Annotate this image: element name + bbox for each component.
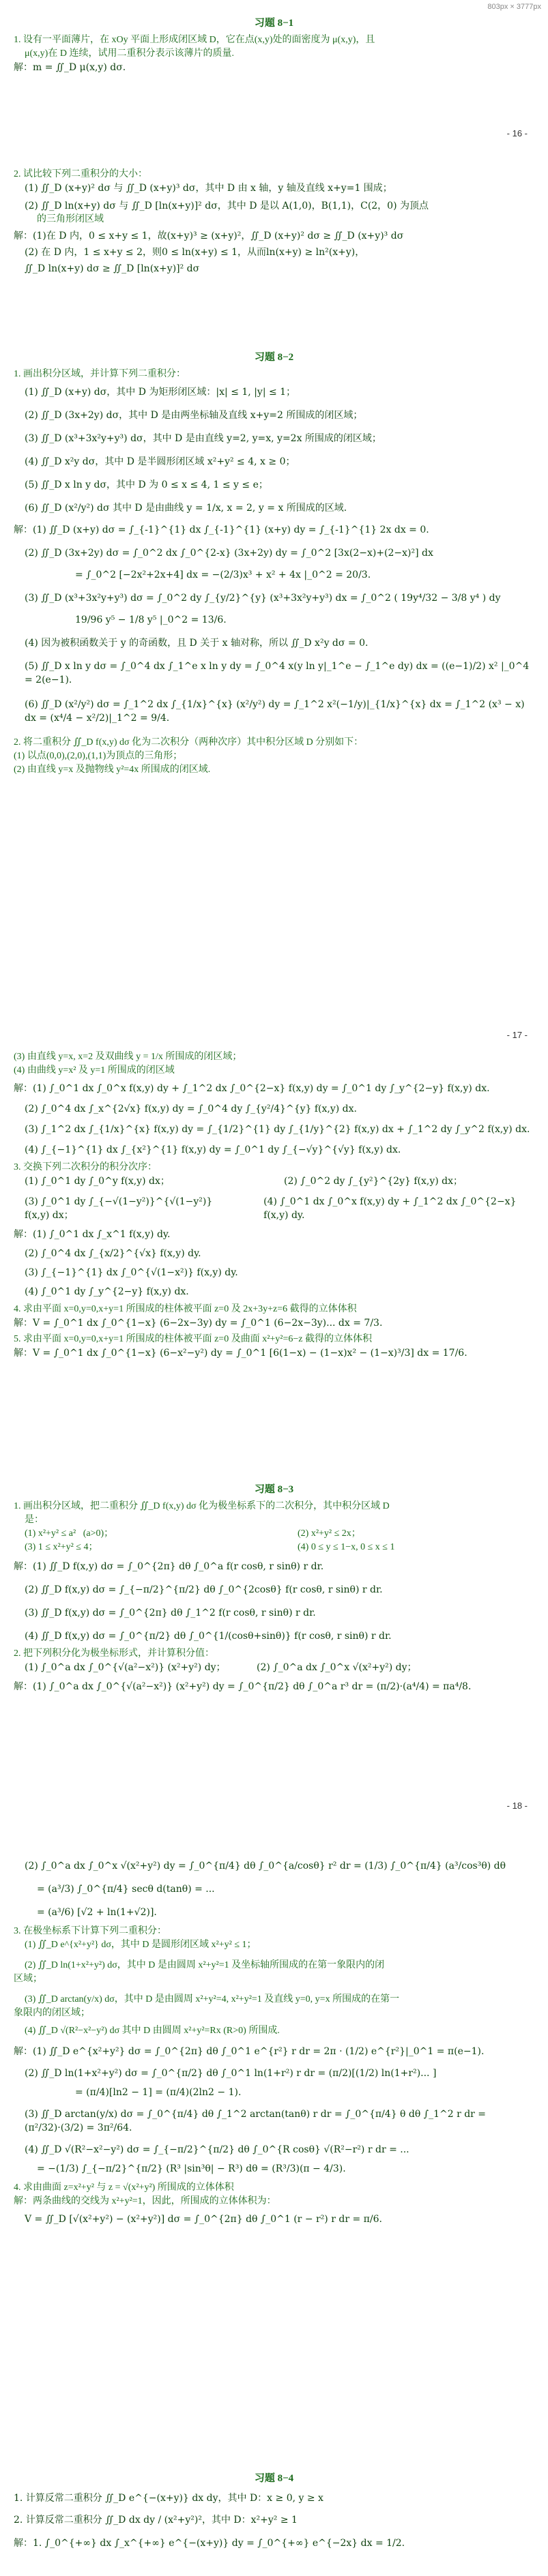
question-1-cont: 是： bbox=[25, 1515, 44, 1525]
question-3-1: (1) ∫_0^1 dy ∫_0^y f(x,y) dx； bbox=[25, 1176, 170, 1187]
question-1-1: (1) x²+y² ≤ a² (a>0)； bbox=[25, 1528, 114, 1539]
question-2-2: (2) ∫_0^a dx ∫_0^x √(x²+y²) dy； bbox=[257, 1662, 417, 1673]
solution-6: (6) ∬_D (x²/y²) dσ = ∫_1^2 dx ∫_{1/x}^{x} (x²/y²) dy = ∫_1^2 x²(−1/y)|_{1/x}^{x} dx = ∫_1^2 (x³ − x) dx = (x⁴/4 − x²/2)|_1^2 = 9/4. bbox=[25, 699, 528, 724]
section-8-4 bbox=[0, 2470, 548, 2550]
question-2: 2. 试比较下列二重积分的大小： bbox=[14, 169, 147, 179]
question-3: 3. 在极坐标系下计算下列二重积分： bbox=[14, 1926, 167, 1936]
answer-4-result: V = ∬_D [√(x²+y²) − (x²+y²)] dσ = ∫_0^{2π} dθ ∫_0^1 (r − r²) r dr = π/6. bbox=[25, 2214, 382, 2225]
question-1: 1. 画出积分区域，并计算下列二重积分： bbox=[14, 369, 186, 379]
question-1-cont: μ(x,y)在 D 连续，试用二重积分表示该薄片的质量. bbox=[25, 48, 234, 59]
section-8-2 bbox=[0, 349, 548, 777]
page-number: - 17 - bbox=[506, 1030, 528, 1040]
answer-2-1: 解：(1) ∫_0^a dx ∫_0^{√(a²−x²)} (x²+y²) dy = ∫_0^{π/2} dθ ∫_0^a r³ dr = (π/2)·(a⁴/4) = πa⁴/8. bbox=[14, 1681, 472, 1692]
question-1-3: (3) 1 ≤ x²+y² ≤ 4； bbox=[25, 1542, 98, 1552]
answer-3-4-cont: = −(1/3) ∫_{−π/2}^{π/2} (R³ |sin³θ| − R³) dθ = (R³/3)(π − 4/3). bbox=[37, 2163, 346, 2174]
question-2: 2. 将二重积分 ∬_D f(x,y) dσ 化为二次积分（两种次序）其中积分区域 D 分别如下： bbox=[14, 737, 364, 747]
item-5: (5) ∬_D x ln y dσ，其中 D 为 0 ≤ x ≤ 4, 1 ≤ y ≤ e； bbox=[25, 479, 268, 490]
answer-2-2-cont: = (a³/3) ∫_0^{π/4} secθ d(tanθ) = ... bbox=[37, 1884, 215, 1895]
solution-1: 解：(1) ∬_D (x+y) dσ = ∫_{-1}^{1} dx ∫_{-1}^{1} (x+y) dy = ∫_{-1}^{1} 2x dx = 0. bbox=[14, 524, 429, 535]
page-number: - 18 - bbox=[506, 1801, 528, 1811]
question-2-2: (2) 由直线 y=x 及抛物线 y²=4x 所围成的闭区域. bbox=[14, 765, 211, 775]
answer-2-2-result: = (a³/6) [√2 + ln(1+√2)]. bbox=[37, 1907, 157, 1918]
item-4: (4) ∬_D x²y dσ，其中 D 是半圆形闭区域 x²+y² ≤ 4, x ≥ 0； bbox=[25, 456, 295, 467]
page-number: - 16 - bbox=[506, 128, 528, 138]
answer-3-1: 解：(1) ∬_D e^{x²+y²} dσ = ∫_0^{2π} dθ ∫_0^1 e^{r²} r dr = 2π · (1/2) e^{r²}|_0^1 = π(e−1). bbox=[14, 2046, 485, 2057]
section-title: 习题 8−3 bbox=[254, 1484, 294, 1495]
question-4: 4. 求由平面 x=0,y=0,x+y=1 所围成的柱体被平面 z=0 及 2x+3y+z=6 截得的立体体积 bbox=[14, 1304, 357, 1314]
answer-2-1: 解：(1)在 D 内，0 ≤ x+y ≤ 1，故(x+y)³ ≥ (x+y)²，∬_D (x+y)² dσ ≥ ∬_D (x+y)³ dσ bbox=[14, 231, 404, 241]
section-title: 习题 8−1 bbox=[254, 18, 294, 29]
answer-4: 解：两条曲线的交线为 x²+y²=1，因此，所围成的立体体积为： bbox=[14, 2196, 276, 2206]
answer-3-4: (4) ∬_D √(R²−x²−y²) dσ = ∫_{−π/2}^{π/2} dθ ∫_0^{R cosθ} √(R²−r²) r dr = ... bbox=[25, 2144, 409, 2155]
dimension-label: 803px × 3777px bbox=[487, 3, 541, 11]
question-1-2: (2) x²+y² ≤ 2x； bbox=[298, 1528, 361, 1539]
solution-4: (4) 因为被积函数关于 y 的奇函数，且 D 关于 x 轴对称，所以 ∬_D x²y dσ = 0. bbox=[25, 638, 369, 649]
answer-3-2: (2) ∫_0^4 dx ∫_{x/2}^{√x} f(x,y) dy. bbox=[25, 1248, 201, 1259]
answer-2-3: ∬_D ln(x+y) dσ ≥ ∬_D [ln(x+y)]² dσ bbox=[25, 263, 200, 274]
question-2-row bbox=[0, 1661, 548, 1674]
answer-3-1: 解：(1) ∫_0^1 dx ∫_x^1 f(x,y) dy. bbox=[14, 1229, 171, 1240]
answer-2-3: (3) ∫_1^2 dx ∫_{1/x}^{x} f(x,y) dy = ∫_{1/2}^{1} dy ∫_{1/y}^{2} f(x,y) dx + ∫_1^2 dy ∫_y^2 f(x,y) dx. bbox=[25, 1124, 530, 1135]
question-3-2-cont: 区域； bbox=[14, 1974, 42, 1984]
item-2: (2) ∬_D (3x+2y) dσ，其中 D 是由两坐标轴及直线 x+y=2 所围成的闭区域； bbox=[25, 410, 363, 421]
solution-5: (5) ∬_D x ln y dσ = ∫_0^4 dx ∫_1^e x ln y dy = ∫_0^4 x(y ln y|_1^e − ∫_1^e dy) dx = ((e−1)/2) x² |_0^4 = 2(e−1). bbox=[25, 661, 532, 685]
question-1-row-2 bbox=[0, 1541, 548, 1554]
question-1-4: (4) 0 ≤ y ≤ 1−x, 0 ≤ x ≤ 1 bbox=[298, 1542, 395, 1552]
question-1: 1. 设有一平面薄片，在 xOy 平面上形成闭区域 D，它在点(x,y)处的面密度为 μ(x,y)，且 bbox=[14, 35, 375, 45]
section-8-3 bbox=[0, 1481, 548, 1693]
item-1: (1) ∬_D (x+y) dσ，其中 D 为矩形闭区域：|x| ≤ 1, |y| ≤ 1； bbox=[25, 387, 296, 398]
section-title: 习题 8−4 bbox=[254, 2473, 294, 2484]
answer-3-4: (4) ∫_0^1 dy ∫_y^{2−y} f(x,y) dx. bbox=[25, 1286, 189, 1297]
item-3: (3) ∬_D (x³+3x²y+y³) dσ，其中 D 是由直线 y=2, y=x, y=2x 所围成的闭区域； bbox=[25, 433, 381, 444]
question-3-4: (4) ∬_D √(R²−x²−y²) dσ 其中 D 由圆周 x²+y²=Rx (R>0) 所围成. bbox=[25, 2026, 280, 2036]
question-5: 5. 求由平面 x=0,y=0,x+y=1 所围成的柱体被平面 z=0 及曲面 x²+y²=6−z 截得的立体体积 bbox=[14, 1334, 372, 1344]
answer-3-2-cont: = (π/4)[ln2 − 1] = (π/4)(2ln2 − 1). bbox=[75, 2087, 242, 2098]
section-8-3-cont bbox=[0, 1859, 548, 2226]
question-2: 2. 计算反常二重积分 ∬_D dx dy / (x²+y²)²，其中 D：x²+y² ≥ 1 bbox=[14, 2515, 298, 2526]
answer-1-2: (2) ∬_D f(x,y) dσ = ∫_{−π/2}^{π/2} dθ ∫_0^{2cosθ} f(r cosθ, r sinθ) r dr. bbox=[25, 1584, 383, 1595]
answer-1-1: 解：(1) ∬_D f(x,y) dσ = ∫_0^{2π} dθ ∫_0^a f(r cosθ, r sinθ) r dr. bbox=[14, 1561, 324, 1572]
answer-4: 解：V = ∫_0^1 dx ∫_0^{1−x} (6−2x−3y) dy = ∫_0^1 (6−2x−3y)... dx = 7/3. bbox=[14, 1318, 383, 1329]
question-2-2: (2) ∬_D ln(x+y) dσ 与 ∬_D [ln(x+y)]² dσ，其中 D 是以 A(1,0)，B(1,1)，C(2，0) 为顶点 bbox=[25, 201, 429, 211]
answer-3-3: (3) ∫_{−1}^{1} dx ∫_0^{√(1−x²)} f(x,y) dy. bbox=[25, 1267, 238, 1278]
question-1-row-1 bbox=[0, 1527, 548, 1541]
question-2-3: (3) 由直线 y=x, x=2 及双曲线 y = 1/x 所围成的闭区域； bbox=[14, 1052, 242, 1062]
section-8-1-q2 bbox=[0, 168, 548, 276]
solution-2-cont: = ∫_0^2 [−2x²+2x+4] dx = −(2/3)x³ + x² + 4x |_0^2 = 20/3. bbox=[75, 569, 371, 580]
answer-3-3: (3) ∬_D arctan(y/x) dσ = ∫_0^{π/4} dθ ∫_1^2 arctan(tanθ) r dr = ∫_0^{π/4} θ dθ ∫_1^2 r dr = (π²/32)·(3/2) = 3π²/64. bbox=[25, 2109, 489, 2133]
question-2-1: (1) 以点(0,0),(2,0),(1,1)为顶点的三角形； bbox=[14, 751, 183, 761]
answer-1-4: (4) ∬_D f(x,y) dσ = ∫_0^{π/2} dθ ∫_0^{1/(cosθ+sinθ)} f(r cosθ, r sinθ) r dr. bbox=[25, 1631, 392, 1642]
question-2-1: (1) ∬_D (x+y)² dσ 与 ∬_D (x+y)³ dσ，其中 D 由 x 轴，y 轴及直线 x+y=1 围成； bbox=[25, 183, 392, 194]
question-3-2: (2) ∫_0^2 dy ∫_{y²}^{2y} f(x,y) dx； bbox=[284, 1176, 463, 1187]
question-2-1: (1) ∫_0^a dx ∫_0^{√(a²−x²)} (x²+y²) dy； bbox=[25, 1662, 226, 1673]
question-3: 3. 交换下列二次积分的积分次序： bbox=[14, 1162, 157, 1172]
answer-2-2: (2) 在 D 内，1 ≤ x+y ≤ 2，则0 ≤ ln(x+y) ≤ 1，从而ln(x+y) ≥ ln²(x+y)， bbox=[25, 247, 365, 258]
question-3-3-cont: 象限内的闭区域； bbox=[14, 2008, 90, 2018]
question-2-4: (4) 由曲线 y=x² 及 y=1 所围成的闭区域 bbox=[14, 1065, 175, 1076]
answer-3-2: (2) ∬_D ln(1+x²+y²) dσ = ∫_0^{π/2} dθ ∫_0^1 ln(1+r²) r dr = (π/2)[(1/2) ln(1+r²)... ] bbox=[25, 2068, 437, 2079]
question-1: 1. 计算反常二重积分 ∬_D e^{−(x+y)} dx dy，其中 D：x ≥ 0, y ≥ x bbox=[14, 2493, 323, 2504]
question-4: 4. 求由曲面 z=x²+y² 与 z = √(x²+y²) 所围成的立体体积 bbox=[14, 2182, 234, 2193]
question-3-2: (2) ∬_D ln(1+x²+y²) dσ，其中 D 是由圆周 x²+y²=1 及坐标轴所围成的在第一象限内的闭 bbox=[25, 1960, 385, 1970]
solution-2: (2) ∬_D (3x+2y) dσ = ∫_0^2 dx ∫_0^{2-x} (3x+2y) dy = ∫_0^2 [3x(2−x)+(2−x)²] dx bbox=[25, 548, 433, 559]
answer-2-1: 解：(1) ∫_0^1 dx ∫_0^x f(x,y) dy + ∫_1^2 dx ∫_0^{2−x} f(x,y) dy = ∫_0^1 dy ∫_y^{2−y} f(x,y) dx. bbox=[14, 1083, 490, 1094]
question-2: 2. 把下列积分化为极坐标形式，并计算积分值： bbox=[14, 1648, 214, 1659]
answer-1-3: (3) ∬_D f(x,y) dσ = ∫_0^{2π} dθ ∫_1^2 f(r cosθ, r sinθ) r dr. bbox=[25, 1608, 316, 1618]
section-title: 习题 8−2 bbox=[254, 352, 294, 363]
question-3-4: (4) ∫_0^1 dx ∫_0^x f(x,y) dy + ∫_1^2 dx ∫_0^{2−x} f(x,y) dy. bbox=[263, 1196, 519, 1221]
question-3-3: (3) ∬_D arctan(y/x) dσ，其中 D 是由圆周 x²+y²=4, x²+y²=1 及直线 y=0, y=x 所围成的在第一 bbox=[25, 1994, 400, 2004]
answer-1: 解：1. ∫_0^{+∞} dx ∫_x^{+∞} e^{−(x+y)} dy = ∫_0^{+∞} e^{−2x} dx = 1/2. bbox=[14, 2538, 405, 2549]
solution-3-cont: 19/96 y⁵ − 1/8 y⁵ |_0^2 = 13/6. bbox=[75, 615, 227, 625]
question-1: 1. 画出积分区域，把二重积分 ∬_D f(x,y) dσ 化为极坐标系下的二次积分，其中积分区域 D bbox=[14, 1501, 390, 1511]
question-3-row-1 bbox=[0, 1174, 548, 1188]
answer-2-4: (4) ∫_{−1}^{1} dx ∫_{x²}^{1} f(x,y) dy = ∫_0^1 dy ∫_{−√y}^{√y} f(x,y) dx. bbox=[25, 1144, 401, 1155]
section-8-1 bbox=[0, 15, 548, 74]
answer-2-2: (2) ∫_0^a dx ∫_0^x √(x²+y²) dy = ∫_0^{π/4} dθ ∫_0^{a/cosθ} r² dr = (1/3) ∫_0^{π/4} (a³/cos³θ) dθ bbox=[25, 1861, 506, 1871]
answer-1: 解：m = ∬_D μ(x,y) dσ. bbox=[14, 62, 126, 73]
answer-2-2: (2) ∫_0^4 dx ∫_x^{2√x} f(x,y) dy = ∫_0^4 dy ∫_{y²/4}^{y} f(x,y) dx. bbox=[25, 1104, 357, 1114]
section-8-2-cont bbox=[0, 1050, 548, 1360]
question-3-row-2 bbox=[0, 1195, 548, 1222]
answer-5: 解：V = ∫_0^1 dx ∫_0^{1−x} (6−x²−y²) dy = ∫_0^1 [6(1−x) − (1−x)x² − (1−x)³/3] dx = 17/6. bbox=[14, 1348, 467, 1359]
question-3-3: (3) ∫_0^1 dy ∫_{−√(1−y²)}^{√(1−y²)} f(x,y) dx； bbox=[25, 1196, 216, 1221]
item-6: (6) ∬_D (x²/y²) dσ 其中 D 是由曲线 y = 1/x, x = 2, y = x 所围成的区域. bbox=[25, 503, 347, 514]
solution-3: (3) ∬_D (x³+3x²y+y³) dσ = ∫_0^2 dy ∫_{y/2}^{y} (x³+3x²y+y³) dx = ∫_0^2 ( 19y⁴/32 − 3/8 y⁴ ) dy bbox=[25, 593, 501, 604]
question-2-2-cont: 的三角形闭区域 bbox=[37, 214, 104, 224]
question-3-1: (1) ∬_D e^{x²+y²} dσ，其中 D 是圆形闭区域 x²+y² ≤ 1； bbox=[25, 1940, 257, 1950]
